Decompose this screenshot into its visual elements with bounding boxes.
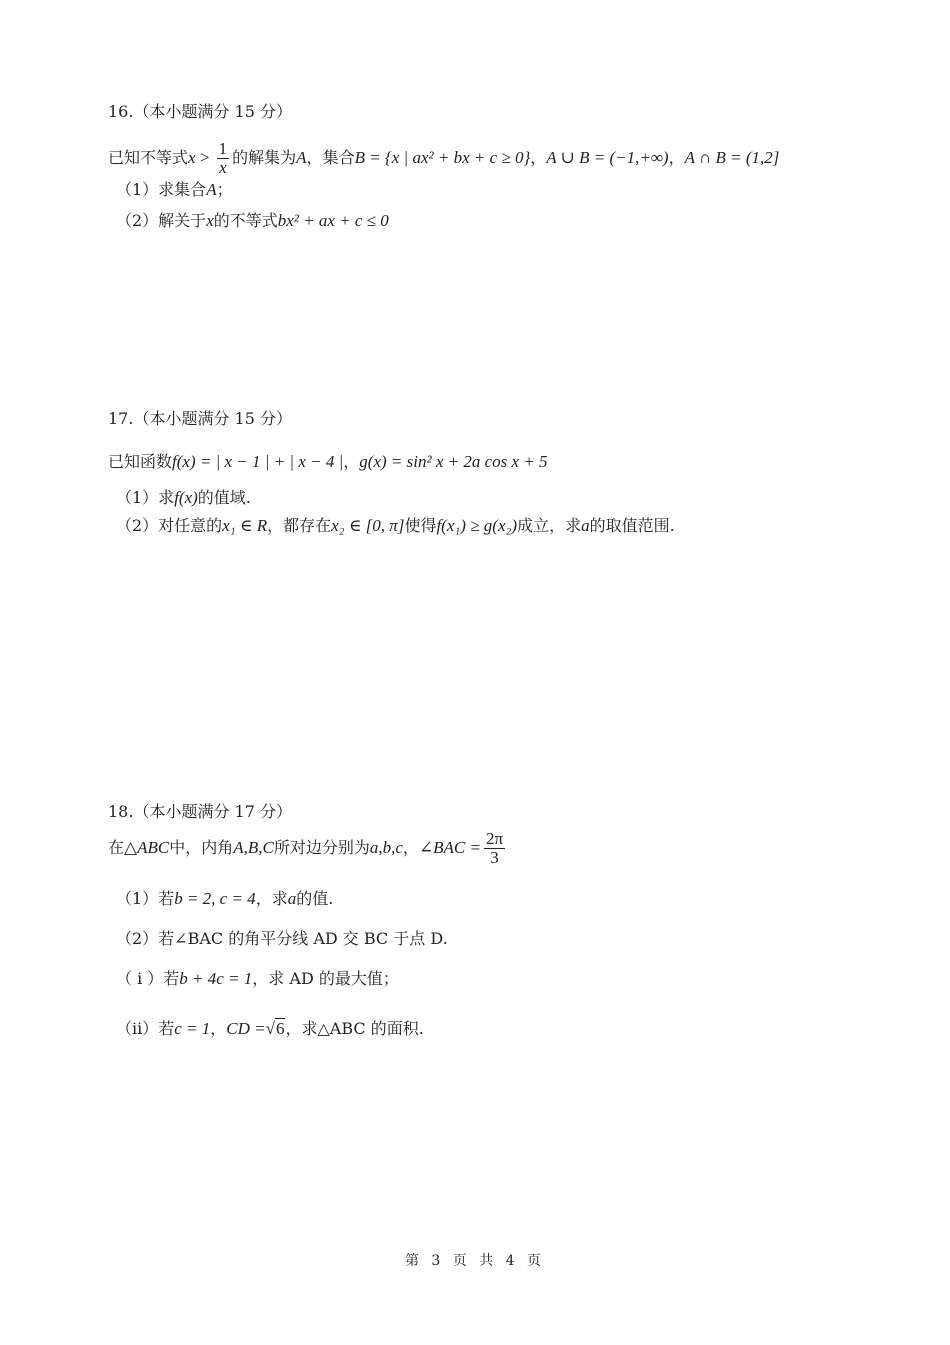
q16-text-3: ，集合 <box>306 148 355 167</box>
q16-title: 16.（本小题满分 15 分） <box>108 102 292 121</box>
q18-part-2-ii <box>116 1019 424 1039</box>
page-footer: 第 3 页 共 4 页 <box>404 1253 546 1269</box>
q16-frac-num: 1 <box>218 139 228 158</box>
q16-set-B: B = {x | ax² + bx + c ≥ 0} <box>354 148 531 167</box>
q17-p2-text-1: ，都存在 <box>267 516 332 535</box>
q18-title: 18.（本小题满分 17 分） <box>108 802 292 821</box>
q18-angles: A,B,C <box>233 838 274 857</box>
q18-text-3: 所对边分别为 <box>273 838 370 857</box>
q16-intersection: A ∩ B = (1,2] <box>684 148 780 167</box>
q17-g-definition: g(x) = sin² x + 2a cos x + 5 <box>359 452 548 471</box>
q16-statement <box>108 140 779 177</box>
q18-pii-sqrt-value: 6 <box>275 1019 285 1038</box>
q18-part-2-i <box>116 969 399 989</box>
q16-text-2: 的解集为 <box>232 148 297 167</box>
q18-pii-end: ，求△ABC 的面积. <box>285 1019 424 1038</box>
q17-p1-label: （1）求 <box>116 488 175 507</box>
q16-text-1: 已知不等式 <box>108 148 189 167</box>
q16-part-2 <box>116 211 389 231</box>
q17-f-definition: f(x) = | x − 1 | + | x − 4 | <box>172 452 344 471</box>
q17-text-2: ， <box>343 452 360 471</box>
q16-text-5: ， <box>668 148 685 167</box>
q16-p2-label: （2）解关于 <box>116 211 207 230</box>
q16-fraction <box>217 140 230 177</box>
q18-pii-cd: CD = <box>226 1019 266 1038</box>
q17-title: 17.（本小题满分 15 分） <box>108 409 292 428</box>
q18-angle-eq: ∠BAC = <box>418 838 481 857</box>
q17-p2-text-2: 使得 <box>404 516 437 535</box>
q17-p2-x2: x₂ ∈ [0, π] <box>331 516 405 535</box>
q16-p1-label: （1）求集合 <box>116 180 207 199</box>
q17-p2-text-3: 成立，求 <box>517 516 582 535</box>
q16-var-x: x <box>188 148 196 167</box>
q16-part-1 <box>116 180 233 200</box>
q18-sides: a,b,c <box>369 838 403 857</box>
q18-p1-text: ，求 <box>255 889 288 908</box>
q17-part-1 <box>116 488 251 508</box>
q18-pii-c: c = 1 <box>174 1019 211 1038</box>
q18-text-1: 在 <box>108 838 125 857</box>
q17-p2-end: 的取值范围. <box>589 516 675 535</box>
q17-p2-var-a: a <box>581 516 590 535</box>
q18-p1-var-a: a <box>287 889 297 908</box>
q16-p2-var: x <box>206 211 214 230</box>
q18-p1-end: 的值. <box>296 889 334 908</box>
q18-triangle: △ABC <box>124 838 170 857</box>
q18-frac-num: 2π <box>485 829 504 848</box>
sqrt-symbol-icon: √ <box>265 1019 275 1038</box>
q18-pi-end: ，求 AD 的最大值； <box>252 969 399 988</box>
q17-text-1: 已知函数 <box>108 452 173 471</box>
q17-statement <box>108 452 548 472</box>
q16-p2-inequality: bx² + ax + c ≤ 0 <box>277 211 389 230</box>
q16-union: A ∪ B = (−1,+∞) <box>546 148 669 167</box>
q16-text-4: ， <box>530 148 547 167</box>
q18-statement <box>108 830 508 867</box>
q18-frac-den: 3 <box>490 848 499 867</box>
q17-p2-x1: x₁ ∈ R <box>222 516 268 535</box>
q17-p1-end: 的值域. <box>197 488 251 507</box>
q18-text-4: ， <box>402 838 419 857</box>
q16-frac-den: x <box>219 158 227 177</box>
q17-p2-label: （2）对任意的 <box>116 516 223 535</box>
q18-pii-label: （ii）若 <box>116 1019 175 1038</box>
q17-p2-inequality: f(x₁) ≥ g(x₂) <box>436 516 518 535</box>
q18-p1-label: （1）若 <box>116 889 175 908</box>
q16-p2-text: 的不等式 <box>213 211 278 230</box>
q17-p1-func: f(x) <box>174 488 198 507</box>
q17-part-2 <box>116 516 675 536</box>
q18-pii-text: ， <box>210 1019 227 1038</box>
q18-fraction <box>484 830 505 867</box>
q16-p1-end: ； <box>216 180 233 199</box>
q16-p1-set: A <box>206 180 217 199</box>
q18-pi-label: （ i ）若 <box>116 969 180 988</box>
q18-pi-condition: b + 4c = 1 <box>179 969 253 988</box>
q18-part-1 <box>116 889 333 909</box>
q16-set-A: A <box>296 148 307 167</box>
q18-part-2: （2）若∠BAC 的角平分线 AD 交 BC 于点 D. <box>116 929 448 948</box>
q18-text-2: 中，内角 <box>169 838 234 857</box>
q18-p1-condition: b = 2, c = 4 <box>174 889 256 908</box>
q16-gt: > <box>195 148 214 167</box>
